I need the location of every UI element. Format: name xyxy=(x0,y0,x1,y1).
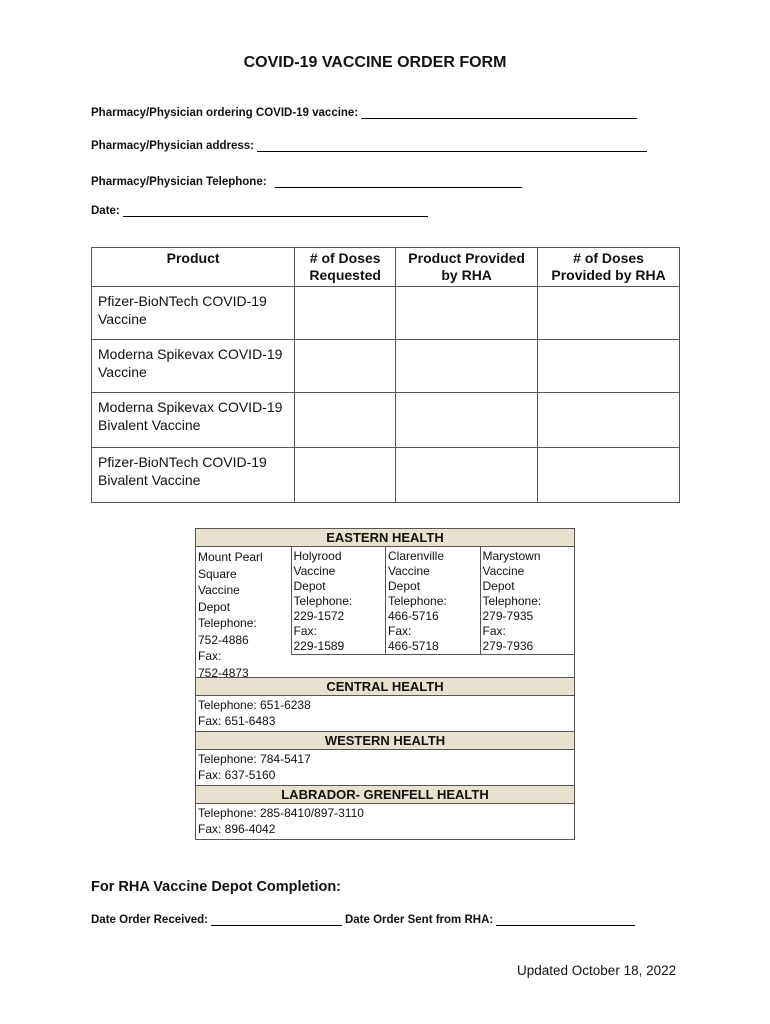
depot-line: Mount Pearl xyxy=(198,550,263,564)
depot-line: Depot xyxy=(482,579,515,593)
depot-line: Clarenville xyxy=(388,549,445,563)
depot-line: 279-7935 xyxy=(482,609,534,623)
depot-line: Holyrood xyxy=(293,549,342,563)
depot-line: Square xyxy=(198,566,237,581)
address-label: Pharmacy/Physician address: xyxy=(91,140,254,152)
doses-provided-cell[interactable] xyxy=(538,287,680,340)
central-health-heading: CENTRAL HEALTH xyxy=(196,677,574,696)
product-provided-cell[interactable] xyxy=(396,393,538,448)
product-provided-cell[interactable] xyxy=(396,287,538,340)
doses-requested-cell[interactable] xyxy=(295,340,396,393)
eastern-health-heading: EASTERN HEALTH xyxy=(196,529,574,547)
depot-line: Fax: xyxy=(482,624,506,638)
telephone-field xyxy=(91,175,522,188)
header-product: Product xyxy=(92,248,295,287)
date-sent-label: Date Order Sent from RHA: xyxy=(344,914,494,926)
western-health-contact xyxy=(196,750,574,785)
table-row xyxy=(92,393,680,448)
order-table-header xyxy=(92,248,680,287)
depot-line: Vaccine xyxy=(293,564,336,578)
address-input-line[interactable] xyxy=(257,139,647,152)
doses-requested-cell[interactable] xyxy=(295,287,396,340)
ordering-label: Pharmacy/Physician ordering COVID-19 vaccine: xyxy=(91,107,359,119)
telephone-label: Pharmacy/Physician Telephone: xyxy=(91,176,267,188)
western-telephone: Telephone: 784-5417 xyxy=(198,752,311,766)
product-cell: Moderna Spikevax COVID-19 Vaccine xyxy=(92,340,295,393)
ordering-field xyxy=(91,106,637,119)
depot-line: Depot xyxy=(388,579,421,593)
depot-marystown xyxy=(480,547,575,655)
labrador-fax: Fax: 896-4042 xyxy=(198,822,276,836)
depot-line: Fax: xyxy=(293,624,317,638)
depot-line: 466-5718 xyxy=(388,639,439,653)
depot-mount-pearl xyxy=(196,547,291,680)
form-title: COVID-19 VACCINE ORDER FORM xyxy=(243,54,507,71)
product-provided-cell[interactable] xyxy=(396,340,538,393)
depot-line: Fax: xyxy=(388,624,412,638)
date-received-label: Date Order Received: xyxy=(91,914,208,926)
doses-requested-cell[interactable] xyxy=(295,393,396,448)
table-row xyxy=(92,340,680,393)
depot-line: Depot xyxy=(293,579,326,593)
depot-holyrood xyxy=(291,547,386,655)
depot-line: 279-7936 xyxy=(482,639,534,653)
product-cell: Pfizer-BioNTech COVID-19 Bivalent Vaccine xyxy=(92,448,295,503)
depot-line: Marystown xyxy=(482,549,541,563)
product-cell: Pfizer-BioNTech COVID-19 Vaccine xyxy=(92,287,295,340)
labrador-grenfell-contact xyxy=(196,804,574,839)
product-cell: Moderna Spikevax COVID-19 Bivalent Vaccine xyxy=(92,393,295,448)
depot-line: 229-1589 xyxy=(293,639,345,653)
updated-date: Updated October 18, 2022 xyxy=(517,963,677,978)
central-telephone: Telephone: 651-6238 xyxy=(198,698,311,712)
depot-line: Fax: xyxy=(198,649,222,663)
depot-line: Telephone: xyxy=(388,594,447,608)
completion-dates xyxy=(91,914,638,926)
depot-line: 466-5716 xyxy=(388,609,439,623)
western-fax: Fax: 637-5160 xyxy=(198,768,276,782)
depot-line: Vaccine xyxy=(482,564,525,578)
depot-line: Vaccine xyxy=(198,583,240,597)
date-sent-input-line[interactable] xyxy=(496,914,635,926)
labrador-telephone: Telephone: 285-8410/897-3110 xyxy=(198,806,364,820)
western-health-heading: WESTERN HEALTH xyxy=(196,731,574,750)
date-label: Date: xyxy=(91,205,120,217)
eastern-depots xyxy=(196,547,574,680)
labrador-grenfell-heading: LABRADOR- GRENFELL HEALTH xyxy=(196,785,574,804)
depot-clarenville xyxy=(385,547,480,655)
date-field xyxy=(91,204,428,217)
order-table xyxy=(91,247,680,503)
product-provided-cell[interactable] xyxy=(396,448,538,503)
rha-contacts-table xyxy=(195,528,575,840)
header-doses-provided: # of Doses Provided by RHA xyxy=(538,248,680,287)
depot-line: 752-4873 xyxy=(198,665,249,680)
address-field xyxy=(91,139,647,152)
doses-provided-cell[interactable] xyxy=(538,393,680,448)
table-row xyxy=(92,287,680,340)
date-input-line[interactable] xyxy=(123,204,428,217)
central-fax: Fax: 651-6483 xyxy=(198,714,276,728)
header-product-provided: Product Provided by RHA xyxy=(396,248,538,287)
depot-line: 229-1572 xyxy=(293,609,345,623)
ordering-input-line[interactable] xyxy=(361,106,637,119)
header-doses-requested: # of Doses Requested xyxy=(295,248,396,287)
depot-line: 752-4886 xyxy=(198,632,249,647)
doses-provided-cell[interactable] xyxy=(538,448,680,503)
depot-line: Telephone: xyxy=(198,616,257,630)
depot-line: Telephone: xyxy=(293,594,353,608)
telephone-input-line[interactable] xyxy=(275,175,522,188)
depot-line: Vaccine xyxy=(388,564,430,578)
depot-line: Telephone: xyxy=(482,594,542,608)
central-health-contact xyxy=(196,696,574,731)
depot-line: Depot xyxy=(198,599,231,614)
doses-provided-cell[interactable] xyxy=(538,340,680,393)
table-row xyxy=(92,448,680,503)
completion-heading: For RHA Vaccine Depot Completion: xyxy=(91,879,342,895)
doses-requested-cell[interactable] xyxy=(295,448,396,503)
date-received-input-line[interactable] xyxy=(211,914,342,926)
